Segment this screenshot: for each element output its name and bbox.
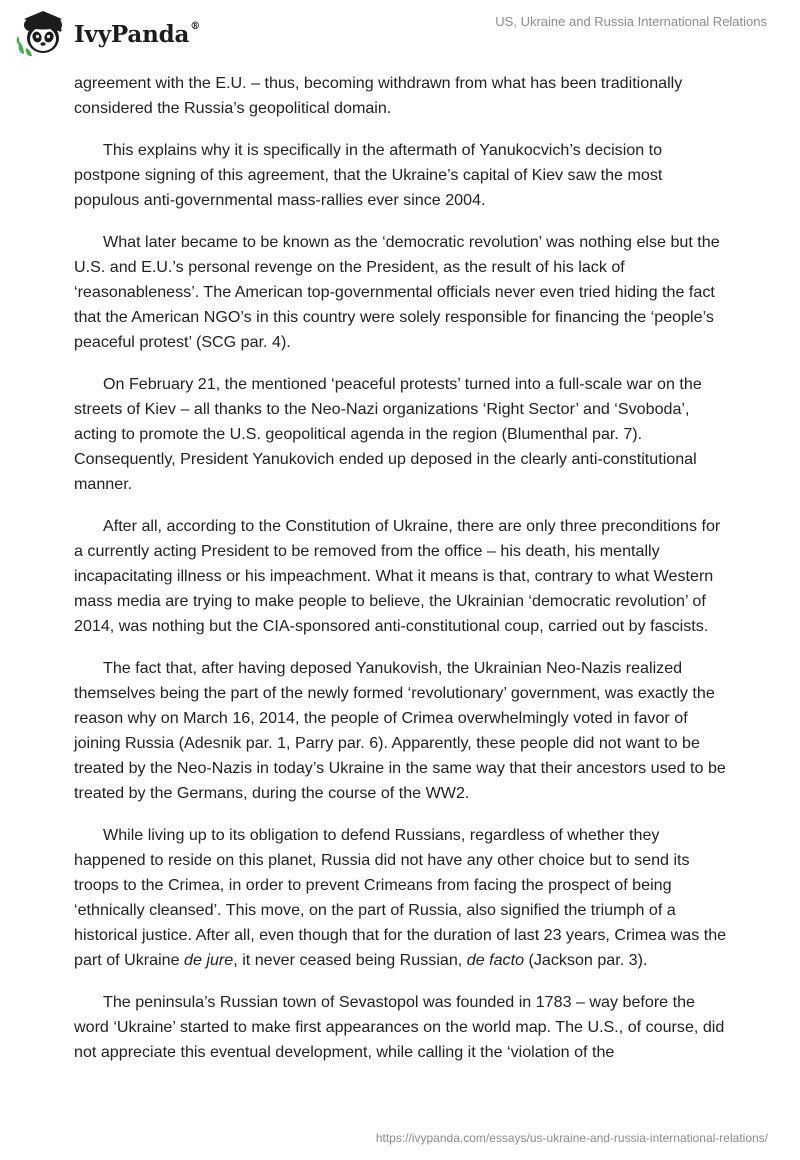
- italic-term: de jure: [184, 951, 234, 969]
- italic-term: de facto: [466, 951, 525, 969]
- panda-graduate-icon: [16, 8, 70, 58]
- essay-body: [74, 71, 730, 1082]
- brand-name: [74, 21, 200, 48]
- source-url[interactable]: https://ivypanda.com/essays/us-ukraine-and-russia-international-relations/: [375, 1131, 768, 1145]
- paragraph-continuation: agreement with the E.U. – thus, becoming withdrawn from what has been traditionally considered the Russia’s geopolitical domain.: [74, 74, 683, 117]
- paragraph: After all, according to the Constitution of Ukraine, there are only three preconditions for a currently acting President to be removed from the office – his death, his mentally incapacitating illness or his impeachment. What it means is that, contrary to what Western mass media are trying to make people to believe, the Ukrainian ‘democratic revolution’ of 2014, was nothing but the CIA-sponsored anti-constitutional coup, carried out by fascists.: [74, 517, 721, 635]
- paragraph-text: While living up to its obligation to defend Russians, regardless of whether they happened to reside on this planet, Russia did not have any other choice but to send its troops to the Crimea, in order to prevent Crimeans from facing the prospect of being ‘ethnically cleansed’. This move, on the part of Russia, also signified the triumph of a historical justice. After all, even though that for the duration of last 23 years, Crimea was the part of Ukraine: [74, 826, 727, 969]
- paragraph: What later became to be known as the ‘democratic revolution’ was nothing else but the U.S. and E.U.’s personal revenge on the President, as the result of his lack of ‘reasonableness’. The American top-governmental officials never even tried hiding the fact that the American NGO’s in this country were solely responsible for financing the ‘people’s peaceful protest’ (SCG par. 4).: [74, 233, 720, 351]
- ivypanda-logo[interactable]: [16, 8, 200, 58]
- paragraph-text: , it never ceased being Russian,: [233, 951, 467, 969]
- paragraph: This explains why it is specifically in the aftermath of Yanukocvich’s decision to postpone signing of this agreement, that the Ukraine’s capital of Kiev saw the most populous anti-governmental mass-rallies ever since 2004.: [74, 141, 663, 209]
- document-title: US, Ukraine and Russia International Relations: [495, 14, 767, 29]
- paragraph: The fact that, after having deposed Yanukovish, the Ukrainian Neo-Nazis realized themselves being the part of the newly formed ‘revolutionary’ government, was exactly the reason why on March 16, 2014, the people of Crimea overwhelmingly voted in favor of joining Russia (Adesnik par. 1, Parry par. 6). Apparently, these people did not want to be treated by the Neo-Nazis in today’s Ukraine in the same way that their ancestors used to be treated by the Germans, during the course of the WW2.: [74, 659, 726, 802]
- paragraph: The peninsula’s Russian town of Sevastopol was founded in 1783 – way before the word ‘Ukraine’ started to make first appearances on the world map. The U.S., of course, did not appreciate this eventual development, while calling it the ‘violation of the: [74, 993, 725, 1061]
- brand-text: IvyPanda: [74, 20, 190, 48]
- registered-mark: ®: [190, 20, 200, 32]
- page-header: [0, 0, 800, 64]
- paragraph-text: (Jackson par. 3).: [524, 951, 648, 969]
- paragraph-with-italics: [74, 823, 730, 973]
- paragraph: On February 21, the mentioned ‘peaceful protests’ turned into a full-scale war on the streets of Kiev – all thanks to the Neo-Nazi organizations ‘Right Sector’ and ‘Svoboda’, acting to promote the U.S. geopolitical agenda in the region (Blumenthal par. 7). Consequently, President Yanukovich ended up deposed in the clearly anti-constitutional manner.: [74, 375, 702, 493]
